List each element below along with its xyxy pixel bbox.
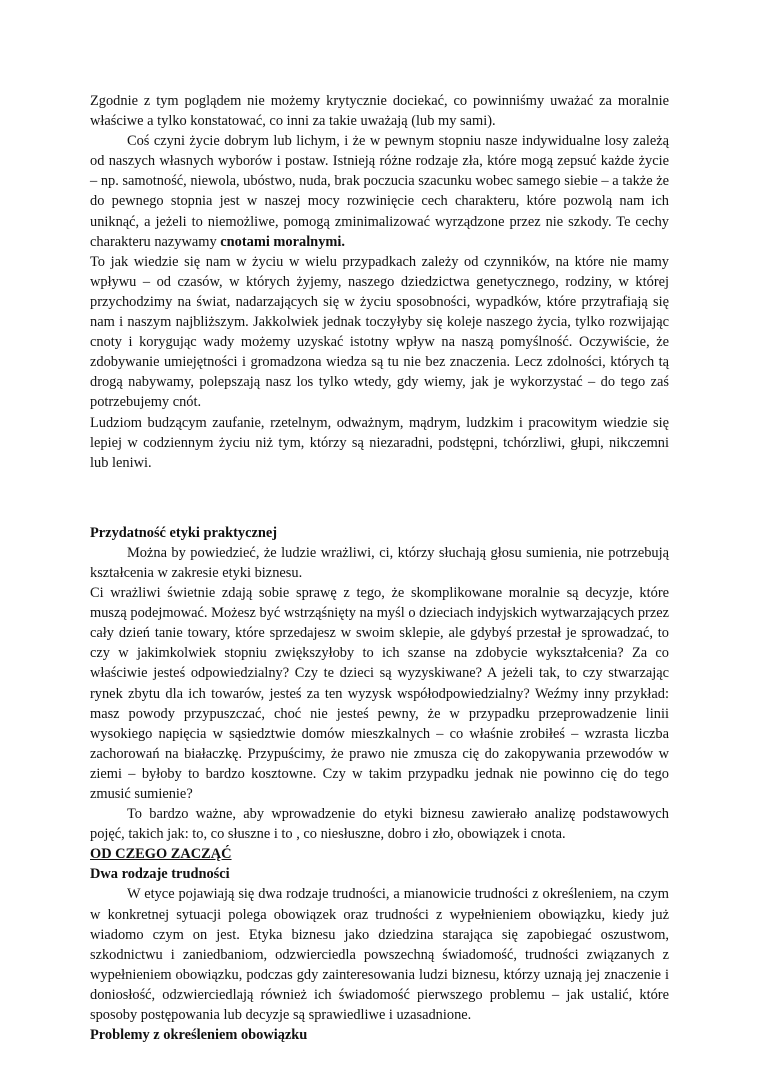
paragraph-6: Ci wrażliwi świetnie zdają sobie sprawę z tego, że skomplikowane moralnie są decyzje, które muszą podejmować. Możesz być wstrząśnięty na myśl o dzieciach indyjskich wytwarzających przez cały dzień tanie towary, które sprzedajesz w swoim sklepie, ale gdybyś przestał je sprowadzać, to czy w jakimkolwiek stopniu zwiększyłoby to ich szanse na zdobycie wykształcenia? Za co właściwie jesteś odpowiedzialny? Czy te dzieci są wyzyskiwane? A jeżeli tak, to czy stwarzając rynek zbytu dla ich towarów, jesteś za ten wyzysk współodpowiedzialny? Weźmy inny przykład: masz powody przypuszczać, choć nie jesteś pewny, że w przypadku przeprowadzenie linii wysokiego napięcia w sąsiedztwie domów mieszkalnych – co właśnie zrobiłeś – wzrasta liczba zachorowań na białaczkę. Przypuścimy, że prawo nie zmusza cię do zakopywania przewodów w ziemi – byłoby to bardzo kosztowne. Czy w takim przypadku jednak nie powinno cię do tego zmusić sumienie? bbox=[90, 585, 669, 802]
paragraph-5: Można by powiedzieć, że ludzie wrażliwi, ci, którzy słuchają głosu sumienia, nie potrzebują kształcenia w zakresie etyki biznesu. bbox=[90, 544, 669, 581]
paragraph-7: To bardzo ważne, aby wprowadzenie do etyki biznesu zawierało analizę podstawowych pojęć, takich jak: to, co słuszne i to , co niesłuszne, dobro i zło, obowiązek i cnota. bbox=[90, 806, 669, 843]
paragraph-2-text: Coś czyni życie dobrym lub lichym, i że w pewnym stopniu nasze indywidualne losy zależą od naszych własnych wyborów i postaw. Istnieją różne rodzaje zła, które mogą zepsuć każde życie – np. samotność, niewola, ubóstwo, nuda, brak poczucia szacunku wobec samego siebie – a także że do pewnego stopnia jest w naszej mocy rozwinięcie cech charakteru, które pozwolą nam ich uniknąć, a jeżeli to niemożliwe, pomogą zminimalizować wyrządzone przez nie szkody. Te cechy charakteru nazywamy bbox=[90, 133, 669, 250]
heading-przydatnosc-etyki: Przydatność etyki praktycznej bbox=[90, 524, 278, 541]
heading-od-czego-zaczac: OD CZEGO ZACZĄĆ bbox=[90, 846, 232, 863]
paragraph-4: Ludziom budzącym zaufanie, rzetelnym, odważnym, mądrym, ludzkim i pracowitym wiedzie się lepiej w codziennym życiu niż tym, którzy są niezaradni, podstępni, tchórzliwi, głupi, nikczemni lub leniwi. bbox=[90, 414, 669, 471]
document-page bbox=[90, 91, 669, 1045]
paragraph-1: Zgodnie z tym poglądem nie możemy krytycznie dociekać, co powinniśmy uważać za moralnie właściwe a tylko konstatować, co inni za takie uważają (lub my sami). bbox=[90, 93, 669, 130]
heading-problemy-z-okresleniem: Problemy z określeniem obowiązku bbox=[90, 1027, 308, 1044]
section-gap bbox=[90, 473, 669, 523]
paragraph-3: To jak wiedzie się nam w życiu w wielu przypadkach zależy od czynników, na które nie mamy wpływu – od czasów, w których żyjemy, naszego dziedzictwa genetycznego, rodziny, w której przychodzimy na świat, nadarzających się w życiu sposobności, wypadków, które przytrafiają się nam i naszym najbliższym. Jakkolwiek jednak toczyłyby się koleje naszego życia, tylko rozwijając cnoty i korygując wady możemy uzyskać istotny wpływ na naszą pomyślność. Oczywiście, że zdobywanie umiejętności i gromadzona wiedza są tu nie bez znaczenia. Lecz zdolności, których tą drogą nabywamy, polepszają nasz los tylko wtedy, gdy wiemy, jak je wykorzystać – do tego zaś potrzebujemy cnót. bbox=[90, 253, 669, 411]
term-cnoty-moralne: cnotami moralnymi. bbox=[220, 233, 345, 250]
heading-dwa-rodzaje-trudnosci: Dwa rodzaje trudności bbox=[90, 866, 230, 883]
paragraph-8: W etyce pojawiają się dwa rodzaje trudności, a mianowicie trudności z określeniem, na czym w konkretnej sytuacji polega obowiązek oraz trudności z wypełnieniem obowiązku, kiedy już wiadomo czym on jest. Etyka biznesu jako dziedzina starająca się zapobiegać oszustwom, szkodnictwu i zaniedbaniom, odzwierciedla powszechną świadomość, trudności związanych z wypełnieniem obowiązku, podczas gdy zainteresowania ludzi biznesu, którzy uznają jej znaczenie i doniosłość, odzwierciedlają również ich świadomość pierwszego problemu – jak ustalić, które sposoby postępowania lub decyzje są sprawiedliwe i uzasadnione. bbox=[90, 886, 669, 1024]
paragraph-2 bbox=[90, 131, 669, 252]
